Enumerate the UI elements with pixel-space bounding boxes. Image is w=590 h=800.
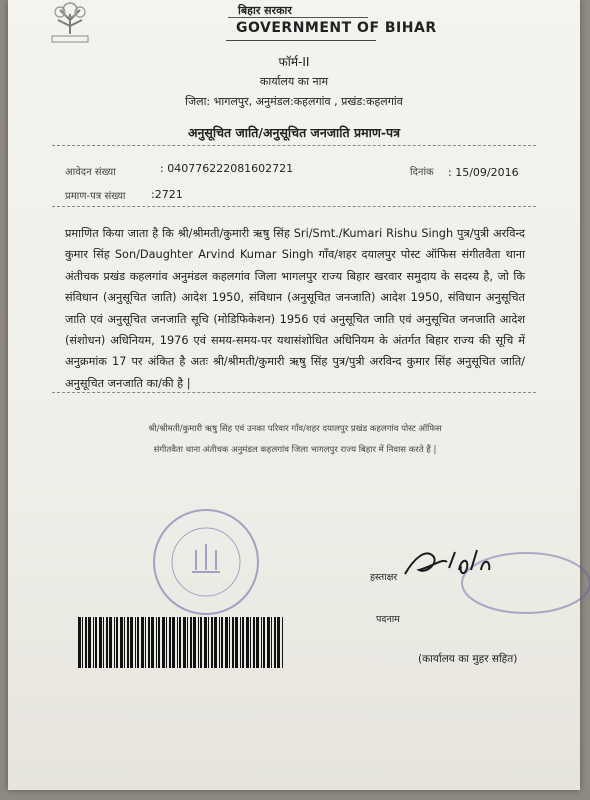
state-label: बिहार सरकार	[238, 4, 292, 17]
certificate-number-label: प्रमाण-पत्र संख्या	[65, 191, 126, 202]
header-underline	[226, 40, 376, 41]
handwritten-signature	[403, 540, 493, 588]
certificate-page	[8, 0, 580, 790]
residence-line-2: संगीतवैता थाना अंतीचक अनुमंडल कहलगांव जिला भागलपुर राज्य बिहार में निवास करते हैं |	[153, 445, 437, 455]
office-stamp-left	[136, 502, 276, 622]
district-line: जिला: भागलपुर, अनुमंडल:कहलगांव , प्रखंड:कहलगांव	[185, 95, 403, 108]
residence-line-1: श्री/श्रीमती/कुमारी ऋषु सिंह एवं उनका परिवार गाँव/शहर दयालपुर प्रखंड कहलगांव पोस्ट ऑफिस	[148, 424, 442, 434]
date-value: : 15/09/2016	[448, 166, 519, 179]
office-name: कार्यालय का नाम	[259, 75, 329, 88]
fields-divider	[52, 206, 536, 207]
certificate-title: अनुसूचित जाति/अनुसूचित जनजाति प्रमाण-पत्र	[187, 125, 401, 140]
seal-note: (कार्यालय का मुहर सहित)	[418, 653, 518, 665]
government-heading: GOVERNMENT OF BIHAR	[236, 20, 437, 36]
body-divider	[52, 392, 536, 393]
title-divider	[52, 145, 536, 146]
form-number: फॉर्म-II	[278, 55, 310, 69]
application-number-label: आवेदन संख्या	[65, 167, 116, 178]
header-divider	[228, 17, 368, 18]
designation-label: पदनाम	[376, 614, 400, 625]
signature-label: हस्ताक्षर	[370, 572, 398, 583]
barcode	[78, 617, 286, 668]
date-label: दिनांक	[410, 167, 434, 178]
application-number-value: : 040776222081602721	[160, 162, 294, 175]
bihar-emblem-icon	[46, 0, 94, 48]
certificate-body-text: प्रमाणित किया जाता है कि श्री/श्रीमती/कुमारी ऋषु सिंह Sri/Smt./Kumari Rishu Singh पुत्र/पुत्री अरविन्द कुमार सिंह Son/Daughter Arvind Kumar Singh गाँव/शहर दयालपुर पोस्ट ऑफिस संगीतवैता थाना अंतीचक प्रखंड कहलगांव अनुमंडल कहलगांव जिला भागलपुर राज्य बिहार खरवार समुदाय के सदस्य है, जो कि संविधान (अनुसूचित जाति) आदेश 1950, संविधान (अनुसूचित जनजाति) आदेश 1950, संविधान अनुसूचित जाति एवं अनुसूचित जनजाति सूचि (मोडिफिकेशन) 1956 एवं अनुसूचित जाति एवं अनुसूचित जनजाति आदेश (संशोधन) अधिनियम, 1976 एवं समय-समय-पर यथासंशोधित अधिनियम के अंतर्गत बिहार राज्य की सूचि में अनुक्रमांक 17 पर अंकित है अतः श्री/श्रीमती/कुमारी ऋषु सिंह पुत्र/पुत्री अरविन्द कुमार सिंह अनुसूचित जाति/अनुसूचित जनजाति का/की है |	[65, 227, 525, 390]
certificate-number-value: :2721	[151, 188, 183, 201]
